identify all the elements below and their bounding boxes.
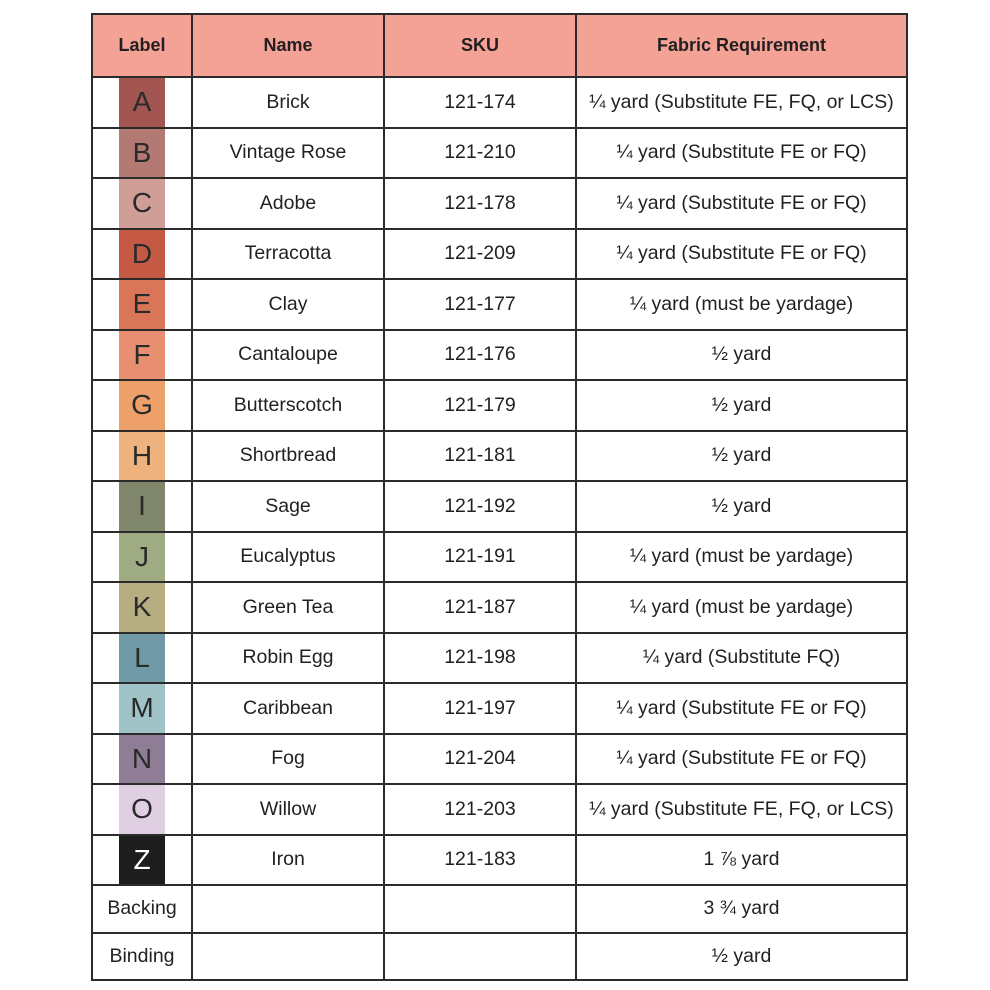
table-row bbox=[92, 279, 907, 330]
name-cell: Green Tea bbox=[192, 582, 384, 633]
name-cell: Sage bbox=[192, 481, 384, 532]
table-body bbox=[92, 77, 907, 980]
sku-cell: 121-210 bbox=[384, 128, 576, 179]
color-swatch: K bbox=[119, 583, 165, 632]
name-cell: Clay bbox=[192, 279, 384, 330]
requirement-cell: ½ yard bbox=[576, 933, 907, 981]
sku-cell: 121-187 bbox=[384, 582, 576, 633]
table-row bbox=[92, 330, 907, 381]
label-cell bbox=[92, 734, 192, 785]
sku-cell: 121-192 bbox=[384, 481, 576, 532]
table-row bbox=[92, 481, 907, 532]
label-cell bbox=[92, 431, 192, 482]
table-row bbox=[92, 77, 907, 128]
name-cell: Butterscotch bbox=[192, 380, 384, 431]
table-row bbox=[92, 380, 907, 431]
requirement-cell: ¼ yard (must be yardage) bbox=[576, 532, 907, 583]
table-row bbox=[92, 933, 907, 981]
sku-cell: 121-203 bbox=[384, 784, 576, 835]
label-cell bbox=[92, 178, 192, 229]
requirement-cell: ¼ yard (Substitute FE or FQ) bbox=[576, 683, 907, 734]
table-row bbox=[92, 582, 907, 633]
sku-cell: 121-178 bbox=[384, 178, 576, 229]
requirement-cell: ¼ yard (must be yardage) bbox=[576, 279, 907, 330]
label-cell bbox=[92, 633, 192, 684]
color-swatch: C bbox=[119, 179, 165, 228]
table-row bbox=[92, 229, 907, 280]
sku-cell: 121-191 bbox=[384, 532, 576, 583]
color-swatch: I bbox=[119, 482, 165, 531]
label-cell bbox=[92, 835, 192, 886]
color-swatch: L bbox=[119, 634, 165, 683]
label-cell bbox=[92, 582, 192, 633]
header-sku: SKU bbox=[384, 14, 576, 77]
color-swatch: D bbox=[119, 230, 165, 279]
requirement-cell: ½ yard bbox=[576, 380, 907, 431]
label-cell bbox=[92, 683, 192, 734]
requirement-cell: ¼ yard (Substitute FE or FQ) bbox=[576, 178, 907, 229]
label-cell bbox=[92, 128, 192, 179]
sku-cell: 121-198 bbox=[384, 633, 576, 684]
requirement-cell: 3 ¾ yard bbox=[576, 885, 907, 933]
table-row bbox=[92, 128, 907, 179]
name-cell: Shortbread bbox=[192, 431, 384, 482]
sku-cell bbox=[384, 933, 576, 981]
name-cell bbox=[192, 885, 384, 933]
requirement-cell: 1 ⅞ yard bbox=[576, 835, 907, 886]
label-cell bbox=[92, 481, 192, 532]
color-swatch: Z bbox=[119, 836, 165, 885]
label-cell bbox=[92, 380, 192, 431]
requirement-cell: ½ yard bbox=[576, 481, 907, 532]
header-fabric-requirement: Fabric Requirement bbox=[576, 14, 907, 77]
requirement-cell: ¼ yard (Substitute FE or FQ) bbox=[576, 229, 907, 280]
label-cell bbox=[92, 279, 192, 330]
sku-cell: 121-197 bbox=[384, 683, 576, 734]
name-cell: Terracotta bbox=[192, 229, 384, 280]
requirement-cell: ½ yard bbox=[576, 431, 907, 482]
color-swatch: B bbox=[119, 129, 165, 178]
table-row bbox=[92, 734, 907, 785]
table-row bbox=[92, 835, 907, 886]
color-swatch: O bbox=[119, 785, 165, 834]
requirement-cell: ½ yard bbox=[576, 330, 907, 381]
name-cell: Brick bbox=[192, 77, 384, 128]
requirement-cell: ¼ yard (Substitute FE, FQ, or LCS) bbox=[576, 77, 907, 128]
name-cell: Cantaloupe bbox=[192, 330, 384, 381]
color-swatch: J bbox=[119, 533, 165, 582]
sku-cell: 121-209 bbox=[384, 229, 576, 280]
requirement-cell: ¼ yard (Substitute FE or FQ) bbox=[576, 128, 907, 179]
table-row bbox=[92, 532, 907, 583]
requirement-cell: ¼ yard (Substitute FQ) bbox=[576, 633, 907, 684]
sku-cell: 121-183 bbox=[384, 835, 576, 886]
name-cell: Eucalyptus bbox=[192, 532, 384, 583]
label-cell bbox=[92, 330, 192, 381]
name-cell: Adobe bbox=[192, 178, 384, 229]
name-cell: Vintage Rose bbox=[192, 128, 384, 179]
table-row bbox=[92, 683, 907, 734]
sku-cell: 121-179 bbox=[384, 380, 576, 431]
label-cell bbox=[92, 532, 192, 583]
color-swatch: H bbox=[119, 432, 165, 481]
color-swatch: G bbox=[119, 381, 165, 430]
color-swatch: E bbox=[119, 280, 165, 329]
requirement-cell: ¼ yard (Substitute FE or FQ) bbox=[576, 734, 907, 785]
sku-cell bbox=[384, 885, 576, 933]
color-swatch: N bbox=[119, 735, 165, 784]
sku-cell: 121-181 bbox=[384, 431, 576, 482]
sku-cell: 121-177 bbox=[384, 279, 576, 330]
name-cell: Willow bbox=[192, 784, 384, 835]
color-swatch: F bbox=[119, 331, 165, 380]
fabric-requirements-table bbox=[91, 13, 908, 981]
name-cell bbox=[192, 933, 384, 981]
table-row bbox=[92, 178, 907, 229]
name-cell: Caribbean bbox=[192, 683, 384, 734]
header-row bbox=[92, 14, 907, 77]
color-swatch: M bbox=[119, 684, 165, 733]
label-cell bbox=[92, 229, 192, 280]
label-cell: Binding bbox=[92, 933, 192, 981]
requirement-cell: ¼ yard (Substitute FE, FQ, or LCS) bbox=[576, 784, 907, 835]
color-swatch: A bbox=[119, 78, 165, 127]
name-cell: Robin Egg bbox=[192, 633, 384, 684]
table-row bbox=[92, 885, 907, 933]
table-row bbox=[92, 431, 907, 482]
header-label: Label bbox=[92, 14, 192, 77]
requirement-cell: ¼ yard (must be yardage) bbox=[576, 582, 907, 633]
label-cell: Backing bbox=[92, 885, 192, 933]
label-cell bbox=[92, 784, 192, 835]
label-cell bbox=[92, 77, 192, 128]
sku-cell: 121-204 bbox=[384, 734, 576, 785]
table-row bbox=[92, 633, 907, 684]
sku-cell: 121-176 bbox=[384, 330, 576, 381]
header-name: Name bbox=[192, 14, 384, 77]
sku-cell: 121-174 bbox=[384, 77, 576, 128]
name-cell: Fog bbox=[192, 734, 384, 785]
name-cell: Iron bbox=[192, 835, 384, 886]
table-row bbox=[92, 784, 907, 835]
